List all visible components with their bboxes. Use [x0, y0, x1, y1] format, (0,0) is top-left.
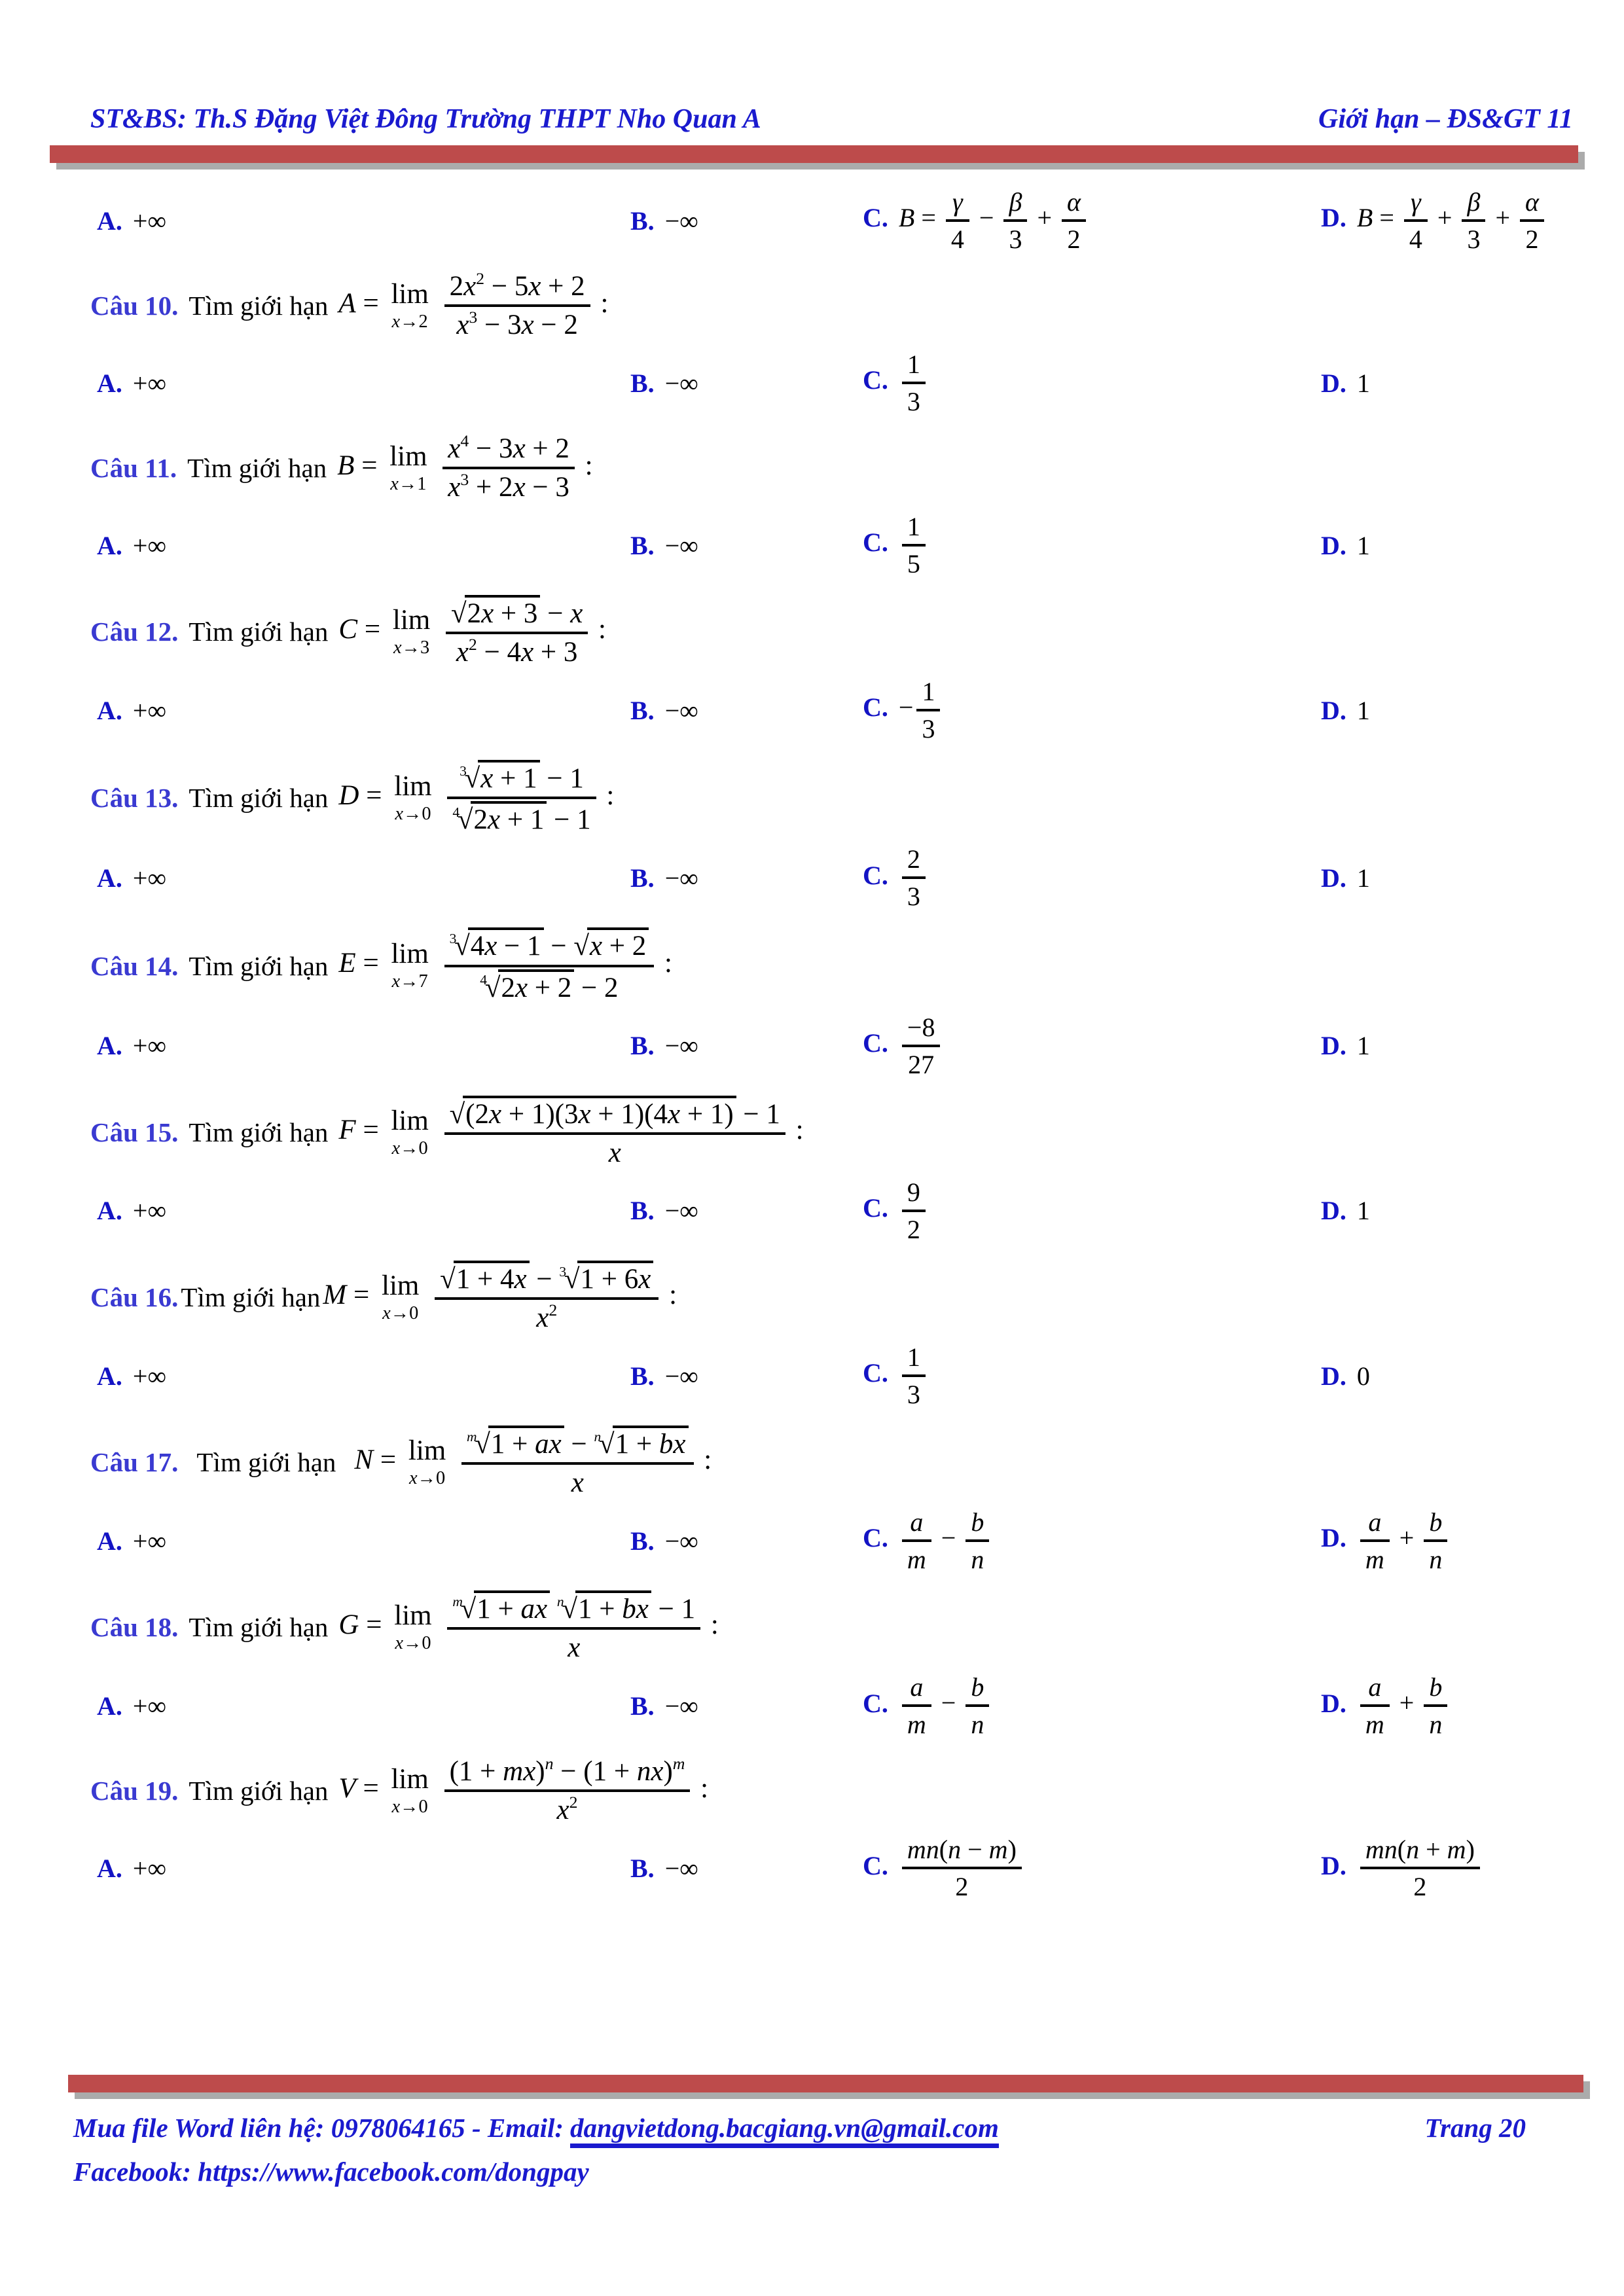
limit-operator: lim x→0 — [391, 1764, 429, 1818]
option-letter: C. — [863, 1850, 888, 1880]
limit-operator: lim x→0 — [408, 1435, 446, 1488]
option-value: 1 — [1356, 863, 1370, 893]
question-number: Câu 14. — [90, 950, 179, 981]
option-letter: A. — [97, 1526, 122, 1556]
option-letter: A. — [97, 530, 122, 560]
footer-contact-text: Mua file Word liên hệ: 0978064165 - Email: — [73, 2113, 564, 2143]
option-b — [630, 1691, 863, 1721]
options-row — [0, 1672, 1624, 1740]
header-author-title: ST&BS: Th.S Đặng Việt Đông Trường THPT Nho Quan A — [90, 104, 761, 134]
option-b — [630, 368, 863, 399]
option-letter: A. — [97, 695, 122, 725]
question-formula: F = lim x→0 $\frac{√(2x + 1)(3x + 1)(4x + 1) - 1}{x}$ : — [338, 1096, 803, 1169]
footer-email-link[interactable]: dangvietdong.bacgiang.vn@gmail.com — [570, 2112, 999, 2148]
option-a — [97, 863, 630, 893]
question-row — [0, 927, 1624, 1003]
option-value: +∞ — [132, 1691, 166, 1721]
option-c — [863, 187, 1321, 255]
question-row — [0, 595, 1624, 668]
option-c — [863, 1177, 1321, 1245]
option-letter: C. — [863, 1523, 888, 1553]
option-letter: A. — [97, 1853, 122, 1883]
option-b — [630, 695, 863, 726]
option-value: 1 — [1356, 1196, 1370, 1226]
option-d — [1321, 1030, 1591, 1061]
limit-operator: lim x→0 — [394, 1600, 432, 1654]
limit-operator: lim x→3 — [392, 604, 431, 658]
option-letter: A. — [97, 206, 122, 236]
option-value: +∞ — [132, 1853, 166, 1883]
option-c — [863, 1507, 1321, 1575]
question-row — [0, 433, 1624, 503]
option-b — [630, 1853, 863, 1884]
option-value: $\frac{-8}{27}$ — [899, 1012, 944, 1080]
option-letter: C. — [863, 528, 888, 558]
option-letter: A. — [97, 863, 122, 893]
question-number: Câu 18. — [90, 1612, 179, 1643]
option-d — [1321, 1361, 1591, 1391]
question-row — [0, 760, 1624, 836]
option-letter: C. — [863, 1688, 888, 1718]
option-b — [630, 206, 863, 236]
option-a — [97, 1853, 630, 1884]
option-letter: B. — [630, 1691, 655, 1721]
options-row — [0, 1177, 1624, 1245]
option-letter: C. — [863, 1028, 888, 1058]
option-letter: A. — [97, 1196, 122, 1226]
question-number: Câu 11. — [90, 453, 177, 483]
option-c — [863, 349, 1321, 417]
question-number: Câu 19. — [90, 1776, 179, 1806]
option-letter: B. — [630, 1031, 655, 1061]
option-b — [630, 530, 863, 561]
radical: √x + 2 — [573, 931, 649, 961]
option-value: +∞ — [132, 1196, 166, 1226]
option-b — [630, 1195, 863, 1226]
options-row — [0, 511, 1624, 579]
question-intro: Tìm giới hạn — [196, 1447, 336, 1478]
option-a — [97, 1526, 630, 1556]
option-value: $\frac{mn(n - m)}{2}$ — [899, 1834, 1025, 1902]
radical: $^3$√1 + 6x — [559, 1264, 653, 1295]
option-letter: B. — [630, 1196, 655, 1226]
option-letter: D. — [1321, 695, 1346, 725]
question-intro: Tìm giới hạn — [189, 1117, 329, 1147]
option-value: −∞ — [664, 1361, 698, 1391]
option-letter: D. — [1321, 1031, 1346, 1061]
options-row — [0, 1342, 1624, 1410]
option-value: $\frac{mn(n + m)}{2}$ — [1357, 1834, 1483, 1902]
question-row — [0, 1755, 1624, 1826]
header-chapter-title: Giới hạn – ĐS&GT 11 — [1318, 104, 1573, 134]
option-c — [863, 1834, 1321, 1902]
option-value: −∞ — [664, 206, 698, 236]
option-a — [97, 1361, 630, 1391]
option-c — [863, 844, 1321, 912]
limit-operator: lim x→7 — [391, 939, 429, 992]
option-b — [630, 863, 863, 893]
footer-facebook-line — [0, 2148, 1624, 2187]
question-formula: D = lim x→0 $\frac{^3√x + 1 - 1}{^4√2x + 1 - 1}$ : — [338, 760, 614, 836]
option-c — [863, 1342, 1321, 1410]
limit-operator: lim x→0 — [394, 771, 432, 825]
option-value: −∞ — [664, 1526, 698, 1556]
option-value: +∞ — [132, 695, 166, 725]
question-row — [0, 1261, 1624, 1334]
option-value: +∞ — [132, 863, 166, 893]
radical: $^3$√4x − 1 — [450, 931, 544, 961]
question-intro: Tìm giới hạn — [189, 1612, 329, 1643]
option-value: +∞ — [132, 1361, 166, 1391]
option-b — [630, 1526, 863, 1556]
option-letter: D. — [1321, 530, 1346, 560]
option-a — [97, 1030, 630, 1061]
option-value: +∞ — [132, 1526, 166, 1556]
option-value: −∞ — [664, 1691, 698, 1721]
option-value: −∞ — [664, 1031, 698, 1061]
question-number: Câu 10. — [90, 291, 179, 321]
option-letter: B. — [630, 1853, 655, 1883]
question-intro: Tìm giới hạn — [181, 1282, 321, 1313]
options-row — [0, 1012, 1624, 1080]
option-d — [1321, 1834, 1591, 1902]
option-letter: D. — [1321, 1688, 1346, 1718]
question-number: Câu 17. — [90, 1447, 179, 1478]
option-a — [97, 1691, 630, 1721]
option-letter: D. — [1321, 203, 1346, 233]
question-number: Câu 13. — [90, 783, 179, 814]
option-value: 1 — [1356, 695, 1370, 725]
radical: $^3$√x + 1 — [460, 763, 540, 794]
footer-facebook-url: Facebook: https://www.facebook.com/dongpay — [73, 2157, 589, 2187]
option-d — [1321, 1672, 1591, 1740]
radical: $^4$√2x + 1 — [452, 804, 547, 835]
question-number: Câu 12. — [90, 617, 179, 647]
question-formula: C = lim x→3 $\frac{√2x + 3 - x}{x^2 - 4x + 3}$ : — [338, 595, 606, 668]
questions-area — [0, 163, 1624, 1902]
question-row — [0, 270, 1624, 341]
options-row — [0, 1834, 1624, 1902]
option-d — [1321, 1195, 1591, 1226]
option-c — [863, 1672, 1321, 1740]
option-value: − $\frac{1}{3}$ — [899, 676, 944, 744]
option-value: B = $\frac{\gamma}{4}$ + $\frac{\beta}{3}$ + $\frac{\alpha}{2}$ — [1357, 187, 1547, 255]
option-letter: B. — [630, 530, 655, 560]
question-intro: Tìm giới hạn — [187, 453, 327, 483]
option-value: $\frac{a}{m}$ − $\frac{b}{n}$ — [899, 1507, 992, 1575]
option-value: +∞ — [132, 206, 166, 236]
option-d — [1321, 695, 1591, 726]
radical: √1 + 4x — [440, 1264, 529, 1295]
option-c — [863, 1012, 1321, 1080]
option-letter: C. — [863, 692, 888, 723]
question-intro: Tìm giới hạn — [189, 950, 329, 981]
radical: $^n$√1 + bx — [594, 1429, 689, 1460]
options-row — [0, 844, 1624, 912]
option-value: $\frac{a}{m}$ + $\frac{b}{n}$ — [1357, 1672, 1451, 1740]
option-a — [97, 695, 630, 726]
option-d — [1321, 530, 1591, 561]
option-value: −∞ — [664, 1853, 698, 1883]
question-intro: Tìm giới hạn — [189, 783, 329, 814]
limit-operator: lim x→1 — [389, 440, 427, 494]
question-formula: A = lim x→2 $\frac{2x^2 - 5x + 2}{x^3 - 3x - 2}$ : — [338, 269, 609, 340]
option-value: $\frac{1}{3}$ — [899, 1342, 929, 1410]
question-row — [0, 1096, 1624, 1169]
question-number: Câu 16. — [90, 1282, 179, 1313]
question-row — [0, 1426, 1624, 1499]
option-letter: A. — [97, 368, 122, 398]
option-letter: B. — [630, 863, 655, 893]
question-row — [0, 1590, 1624, 1664]
option-letter: D. — [1321, 1523, 1346, 1553]
question-formula: E = lim x→7 $\frac{^3√4x - 1 - √x + 2}{^4√2x + 2 - 2}$ : — [338, 927, 672, 1003]
option-letter: A. — [97, 1691, 122, 1721]
question-intro: Tìm giới hạn — [189, 617, 329, 647]
radical: $^4$√2x + 2 — [480, 973, 574, 1003]
option-d — [1321, 1507, 1591, 1575]
question-formula: M = lim x→0 $\frac{√1 + 4x - ^3√1 + 6x}{x^2}$ : — [323, 1261, 677, 1334]
option-value: −∞ — [664, 368, 698, 398]
option-letter: D. — [1321, 863, 1346, 893]
option-value: $\frac{a}{m}$ − $\frac{b}{n}$ — [899, 1672, 992, 1740]
option-b — [630, 1361, 863, 1391]
option-letter: A. — [97, 1361, 122, 1391]
option-letter: B. — [630, 1526, 655, 1556]
radical: $^m$√1 + ax — [452, 1594, 550, 1624]
option-value: $\frac{1}{3}$ — [899, 349, 929, 417]
footer-page-number: Trang 20 — [1424, 2113, 1526, 2143]
option-value: −∞ — [664, 1196, 698, 1226]
option-a — [97, 1195, 630, 1226]
option-value: $\frac{1}{5}$ — [899, 511, 929, 579]
option-letter: B. — [630, 1361, 655, 1391]
option-a — [97, 206, 630, 236]
footer-rule — [68, 2075, 1583, 2092]
page-footer — [0, 2075, 1624, 2296]
option-letter: B. — [630, 206, 655, 236]
option-value: −∞ — [664, 863, 698, 893]
option-letter: B. — [630, 695, 655, 725]
option-b — [630, 1030, 863, 1061]
option-letter: C. — [863, 860, 888, 890]
option-value: $\frac{a}{m}$ + $\frac{b}{n}$ — [1357, 1507, 1451, 1575]
question-intro: Tìm giới hạn — [189, 291, 329, 321]
option-c — [863, 676, 1321, 744]
limit-operator: lim x→2 — [391, 278, 429, 332]
option-d — [1321, 863, 1591, 893]
option-a — [97, 530, 630, 561]
option-letter: C. — [863, 365, 888, 395]
option-value: B = $\frac{\gamma}{4}$ − $\frac{\beta}{3}$ + $\frac{\alpha}{2}$ — [899, 187, 1089, 255]
radical: $^m$√1 + ax — [467, 1429, 564, 1460]
footer-contact-line — [0, 2092, 1624, 2148]
option-letter: D. — [1321, 368, 1346, 398]
option-value: $\frac{9}{2}$ — [899, 1177, 929, 1245]
option-letter: C. — [863, 203, 888, 233]
option-value: 1 — [1356, 1031, 1370, 1061]
option-letter: C. — [863, 1193, 888, 1223]
option-letter: A. — [97, 1031, 122, 1061]
radical: √(2x + 1)(3x + 1)(4x + 1) — [450, 1099, 736, 1130]
options-row — [0, 1507, 1624, 1575]
option-value: 0 — [1356, 1361, 1370, 1391]
limit-operator: lim x→0 — [382, 1270, 420, 1323]
question-formula: N = lim x→0 $\frac{^m√1 + ax - ^n√1 + bx}{x}$ : — [354, 1426, 712, 1499]
option-value: +∞ — [132, 1031, 166, 1061]
options-row — [0, 187, 1624, 255]
options-row — [0, 676, 1624, 744]
option-c — [863, 511, 1321, 579]
option-d — [1321, 187, 1591, 255]
option-d — [1321, 368, 1591, 399]
question-formula: G = lim x→0 $\frac{^m√1 + ax ^n√1 + bx - 1}{x}$ : — [338, 1590, 718, 1664]
option-letter: D. — [1321, 1361, 1346, 1391]
radical: $^n$√1 + bx — [557, 1594, 651, 1624]
question-intro: Tìm giới hạn — [189, 1776, 329, 1806]
page-header — [0, 0, 1624, 135]
question-formula: B = lim x→1 $\frac{x^4 - 3x + 2}{x^3 + 2x - 3}$ : — [337, 431, 593, 503]
header-rule — [50, 145, 1578, 163]
option-a — [97, 368, 630, 399]
option-value: 1 — [1356, 368, 1370, 398]
option-letter: D. — [1321, 1196, 1346, 1226]
option-value: +∞ — [132, 530, 166, 560]
option-value: $\frac{2}{3}$ — [899, 844, 929, 912]
question-number: Câu 15. — [90, 1117, 179, 1147]
option-letter: D. — [1321, 1850, 1346, 1880]
radical: √2x + 3 — [451, 598, 540, 629]
option-value: 1 — [1356, 530, 1370, 560]
option-letter: C. — [863, 1358, 888, 1388]
option-value: −∞ — [664, 695, 698, 725]
option-value: +∞ — [132, 368, 166, 398]
option-letter: B. — [630, 368, 655, 398]
limit-operator: lim x→0 — [391, 1105, 429, 1158]
options-row — [0, 349, 1624, 417]
question-formula: V = lim x→0 $\frac{(1 + mx)^n - (1 + nx)^m}{x^2}$ : — [338, 1754, 709, 1826]
option-value: −∞ — [664, 530, 698, 560]
